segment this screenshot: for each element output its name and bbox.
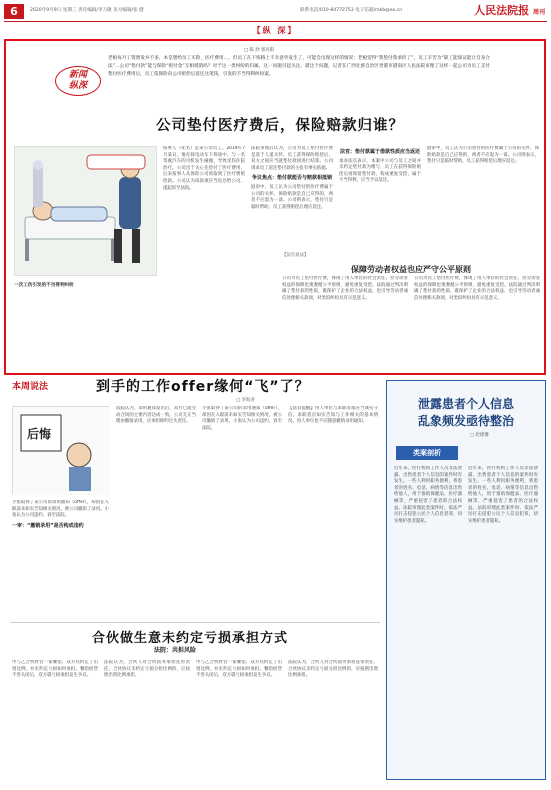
feature-column-3 <box>202 406 282 620</box>
column-logo-line2: 纵深 <box>68 81 87 91</box>
page-number: 6 <box>4 4 24 19</box>
column-logo <box>55 66 101 96</box>
lower-column-2 <box>104 660 190 780</box>
right-section-label: 类案剖析 <box>396 446 458 460</box>
newspaper-brand <box>474 2 545 18</box>
feature-paragraph: 法院认为，录用通知发出后，双方已就劳动合同的主要内容达成一致。公司无正当理由撤销录用，应承担缔约过失责任。 <box>116 406 196 425</box>
feature-column-2 <box>116 406 196 620</box>
feature-paragraph: 小张取得了某公司的录用通知（offer），却因在入职前未如实告知相关情况，被公司撤销了录用。小张认为公司违约，诉至法院。 <box>202 406 282 431</box>
right-paragraph: 近年来，医疗机构工作人员非法泄露、出售患者个人信息的案件时有发生。一些人利用职务便利，将患者的姓名、电话、病情等信息出售给他人，用于推销保健品、医疗器械等，严重侵害了患者的合法权益。法院审理此类案件时，依法严厉打击侵犯公民个人信息犯罪，切实维护患者隐私。 <box>468 466 538 524</box>
section-tag: 【纵 深】 <box>252 26 298 35</box>
commentary-text: 公司为员工垫付医疗费，体现了用人单位的社会责任。但劳动者权益的保障也须遵循公平原则，避免重复受偿。法院通过判决明确了垫付款的性质，既保护了企业的合法权益，也引导劳动者诚信处理相关款项，对类似纠纷具有示范意义。 <box>282 276 408 301</box>
brand-title: 人民法院报 <box>474 4 530 17</box>
right-column-1 <box>394 466 462 772</box>
commentary-column-2 <box>414 276 540 370</box>
lower-paragraph: 甲与乙合伙经营一家餐馆，双方仅约定了出资比例，并未约定亏损如何承担。餐馆经营不善关闭后，双方就亏损承担发生争议。 <box>196 660 282 679</box>
lower-column-3 <box>196 660 282 780</box>
story-paragraph: 按事人（化名）是某公司员工。2019年7月某日，他在骑电动车下班途中，与一名驾驶汽车的司机发生碰撞，导致受伤住院治疗。公司出于关心先垫付了医疗费用，后来按事人从保险公司领取到了医疗费赔偿款。公司认为该款项应当返还给公司，遂起诉至法院。 <box>163 146 245 191</box>
story-column-1 <box>163 146 245 372</box>
right-headline-line1: 泄露患者个人信息 <box>417 397 514 411</box>
feature-column-4 <box>288 406 378 620</box>
story-column-3 <box>339 146 421 256</box>
story-column-2 <box>251 146 333 256</box>
column-logo-line1: 新闻 <box>68 70 87 80</box>
story-subhead: 争议焦点：垫付款能否与赔款相抵销 <box>251 175 332 182</box>
brand-sub: 周刊 <box>532 9 545 16</box>
feature-subhead: 一审：“撤销录用”是否构成违约 <box>12 522 84 529</box>
right-author: □ 赵德馨 <box>470 433 489 438</box>
lower-paragraph: 法院认为，合伙人对合伙债务承担连带责任，合伙协议未约定亏损分担比例的，应按照出资比例承担。 <box>288 660 378 679</box>
story-paragraph: 庭审中，员工认为公司垫付的医疗费属于公司的关怀，保险赔款是自己应得的，两者不应混为一谈。公司则表示，垫付只是临时帮助，员工获得赔偿后理应返还。 <box>251 184 333 210</box>
story-lead: 老板每月工资照发并不多，本是想给员工买险，医疗费用…，但员工在下班路上不幸意外发生了，可能会出现这样的情况：老板觉得“我垫付我承担了”，员工辛苦为“职工能保证能让自身合法”…公司“垫付款”能与保险“赔付金”互相抵销吗？对于这一类纠纷的归属，这一问题引起关注。就这个问题，记者在广西壮族自治区贵港市港南区人民法院审理了这样一起公司为员工支付垫付医疗费用后，员工依保险向公司赔偿后返还这笔钱，引发的不当得利纠纷案。 <box>108 56 490 77</box>
right-headline <box>394 396 538 430</box>
cartoon-text: 后悔 <box>27 427 52 441</box>
header-rule <box>4 21 547 22</box>
feature-paragraph: 【法官提醒】用人单位与求职者都应当诚实守信，求职者应如实告知与工作相关的基本情况，用人单位也不应随意撤销录用通知。 <box>288 406 378 425</box>
right-paragraph: 近年来，医疗机构工作人员非法泄露、出售患者个人信息的案件时有发生。一些人利用职务便利，将患者的姓名、电话、病情等信息出售给他人，用于推销保健品、医疗器械等，严重侵害了患者的合法权益。法院审理此类案件时，依法严厉打击侵犯公民个人信息犯罪，切实维护患者隐私。 <box>394 466 462 524</box>
story-headline: 公司垫付医疗费后，保险赔款归谁？ <box>156 118 404 134</box>
feature-column-1 <box>12 500 109 620</box>
feature-paragraph: 小张取得了某公司的录用通知（offer），却因在入职前未如实告知相关情况，被公司撤销了录用。小张认为公司违约，诉至法院。 <box>12 500 109 519</box>
story-paragraph: 承办法官表示，本案中公司与员工之间并未约定垫付款为赠与，员工在获得保险赔偿后再保留垫付款，构成重复受偿，属于不当得利，应当予以返还。 <box>339 158 421 184</box>
story-subhead: 法官：垫付款属于借款性质应当返还 <box>339 149 420 155</box>
commentary-tag: 【法官说法】 <box>282 253 309 258</box>
story-column-4 <box>427 146 539 256</box>
regret-cartoon-illustration <box>13 407 110 495</box>
hospital-scene-illustration <box>15 147 157 276</box>
section-divider <box>10 622 380 623</box>
feature-column-logo: 本周说法 <box>12 382 49 392</box>
lower-paragraph: 法院认为，合伙人对合伙债务承担连带责任，合伙协议未约定亏损分担比例的，应按照出资比例承担。 <box>104 660 190 679</box>
right-headline-line2: 乱象频发亟待整治 <box>417 414 514 428</box>
lower-column-1 <box>12 660 98 780</box>
commentary-text: 公司为员工垫付医疗费，体现了用人单位的社会责任。但劳动者权益的保障也须遵循公平原则，避免重复受偿。法院通过判决明确了垫付款的性质，既保护了企业的合法权益，也引导劳动者诚信处理相关款项，对类似纠纷具有示范意义。 <box>414 276 540 301</box>
lower-paragraph: 甲与乙合伙经营一家餐馆，双方仅约定了出资比例，并未约定亏损如何承担。餐馆经营不善关闭后，双方就亏损承担发生争议。 <box>12 660 98 679</box>
lower-headline: 合伙做生意未约定亏损承担方式 <box>92 631 289 646</box>
story-byline: □ 陈 欣 郭丹阳 <box>244 48 275 53</box>
right-column-2 <box>468 466 538 772</box>
lower-subheadline: 法院：共担风险 <box>154 647 197 654</box>
commentary-column-1 <box>282 276 408 370</box>
story-paragraph: 庭审中，员工认为公司垫付的医疗费属于公司的关怀，保险赔款是自己应得的，两者不应混为一谈。公司则表示，垫付只是临时帮助，员工获得赔偿后理应返还。 <box>427 146 539 165</box>
illustration-caption: 一次工伤引发的不当得利纠纷 <box>14 283 74 288</box>
feature-author: □ 李海涛 <box>236 398 255 403</box>
commentary-title: 保障劳动者权益也应严守公平原则 <box>351 265 471 274</box>
header-meta-left: 2020年9月9日 星期三 责任编辑/李刀歌 见习编辑/张 健 <box>30 8 144 13</box>
header-meta-right: 联系电话/010-84772753 电子信箱/mkb@ex.cn <box>300 8 403 13</box>
lower-column-4 <box>288 660 378 780</box>
feature-headline: 到手的工作offer缘何“飞”了？ <box>96 379 310 395</box>
story-illustration <box>14 146 157 276</box>
feature-cartoon <box>12 406 109 494</box>
story-paragraph: 法院审理后认为，公司为员工垫付医疗费是基于人道关怀，员工获得保险赔偿后，双方之间应当就垫付款项进行结算。公司请求员工返还垫付款的主张有事实依据。 <box>251 146 333 171</box>
